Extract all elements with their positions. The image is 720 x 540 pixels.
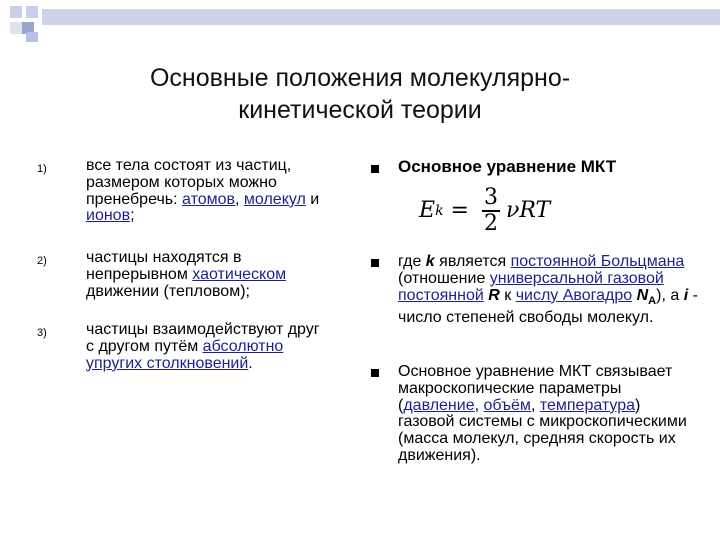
text: ; — [130, 207, 135, 225]
decor-square — [10, 22, 22, 34]
list-item-2 — [86, 250, 326, 300]
text: является — [434, 253, 511, 270]
bullet-icon — [371, 369, 379, 377]
list-item-3 — [86, 322, 326, 372]
text: частицы находятся в непрерывном — [86, 249, 242, 283]
link-gas-constant[interactable]: универсальной газовой постоянной — [398, 269, 664, 304]
top-decor-bar — [42, 9, 720, 25]
text: , — [235, 190, 244, 208]
fraction-numerator: 3 — [483, 185, 498, 210]
link-elastic-collisions[interactable]: абсолютно упругих столкновений — [86, 337, 284, 372]
fraction — [482, 186, 500, 236]
list-number: 2) — [37, 255, 47, 267]
bullet-icon — [371, 165, 379, 173]
list-item-1 — [86, 158, 326, 225]
formula-lhs: E — [419, 198, 436, 224]
formula — [419, 186, 550, 236]
text: где — [398, 253, 426, 270]
boltzmann-paragraph — [398, 254, 698, 326]
formula-eq: = — [443, 198, 476, 224]
text: , — [530, 396, 540, 414]
formula-heading: Основное уравнение МКТ — [398, 157, 617, 176]
text: все тела состоят из частиц, размером которых можно пренебречь: — [86, 157, 292, 208]
title-line-2: кинетической теории — [238, 96, 482, 124]
text: движении (тепловом); — [86, 282, 250, 300]
text: ), а — [656, 286, 684, 304]
text: , — [474, 396, 484, 414]
bullet-icon — [371, 259, 379, 267]
text: ) газовой системы с микроскопическими (масса молекул, средняя скорость их движения). — [398, 396, 687, 464]
link-volume[interactable]: объём — [483, 396, 531, 414]
symbol-NA: N — [636, 286, 649, 304]
fraction-denominator: 2 — [483, 210, 498, 236]
title-line-1: Основные положения молекулярно- — [149, 64, 571, 92]
decor-square — [26, 6, 38, 18]
mkt-paragraph — [398, 364, 698, 465]
text: Основное уравнение МКТ связывает макроскопические параметры ( — [398, 363, 673, 414]
link-atoms[interactable]: атомов — [182, 190, 236, 208]
text: (отношение — [398, 269, 490, 287]
symbol-R: R — [488, 286, 500, 304]
list-number: 3) — [37, 327, 47, 339]
symbol-i: i — [683, 286, 689, 304]
decor-square — [10, 6, 22, 18]
link-avogadro[interactable]: числу Авогадро — [515, 286, 633, 304]
formula-sub: k — [435, 202, 444, 219]
text: - число степеней свободы молекул. — [398, 286, 698, 326]
page-title — [0, 62, 720, 126]
link-molecules[interactable]: молекул — [243, 190, 306, 208]
link-pressure[interactable]: давление — [403, 396, 475, 414]
text: . — [248, 354, 253, 372]
decor-square — [26, 32, 38, 42]
text: и — [305, 190, 320, 208]
symbol-NA-sub: A — [648, 294, 657, 307]
link-chaotic[interactable]: хаотическом — [192, 265, 287, 283]
list-number: 1) — [37, 163, 47, 175]
text: к — [499, 286, 516, 304]
link-ions[interactable]: ионов — [86, 207, 131, 225]
formula-rhs: νRT — [505, 198, 551, 224]
symbol-k: k — [425, 253, 435, 270]
text: частицы взаимодействуют друг с другом путём — [86, 321, 320, 355]
link-temperature[interactable]: температура — [539, 396, 636, 414]
link-boltzmann[interactable]: постоянной Больцмана — [510, 253, 685, 270]
